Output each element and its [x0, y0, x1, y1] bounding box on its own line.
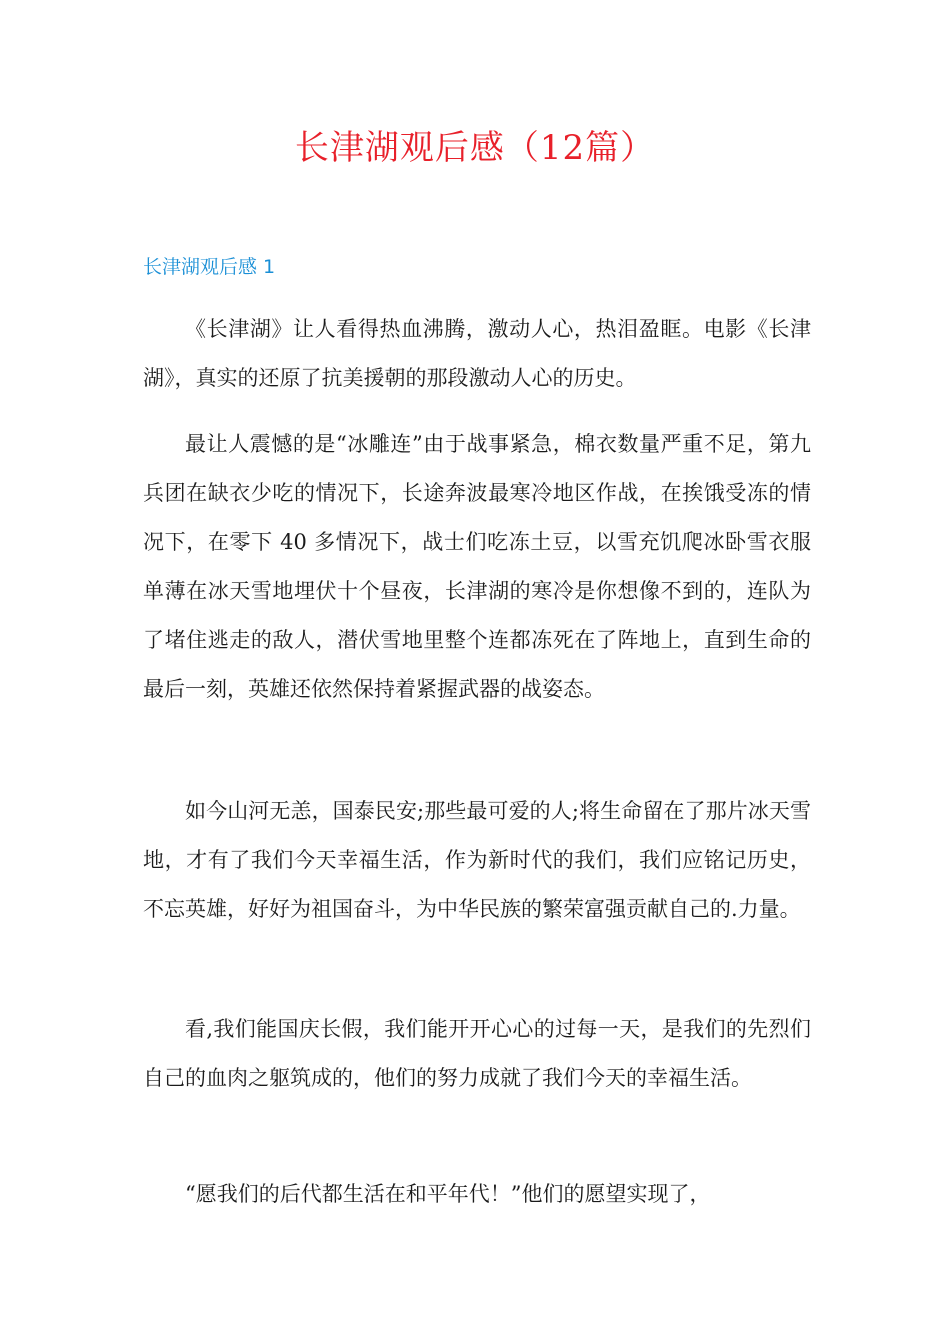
paragraph-2: 最让人震憾的是“冰雕连”由于战事紧急，棉衣数量严重不足，第九兵团在缺衣少吃的情况下，长途奔波最寒冷地区作战，在挨饿受冻的情况下，在零下 40 多情况下，战士们吃冻土豆，以雪充饥爬冰卧雪衣服单薄在冰天雪地埋伏十个昼夜，长津湖的寒冷是你想像不到的，连队为了堵住逃走的敌人，潜伏雪地里整个连都冻死在了阵地上，直到生命的最后一刻，英雄还依然保持着紧握武器的战姿态。	[143, 432, 811, 701]
document-title: 长津湖观后感（12篇）	[294, 128, 656, 168]
paragraph-5: “愿我们的后代都生活在和平年代！”他们的愿望实现了，	[185, 1182, 711, 1206]
paragraph-4: 看,我们能国庆长假，我们能开开心心的过每一天，是我们的先烈们自己的血肉之躯筑成的，他们的努力成就了我们今天的幸福生活。	[143, 1017, 811, 1090]
paragraph-1: 《长津湖》让人看得热血沸腾，激动人心，热泪盈眶。电影《长津湖》，真实的还原了抗美援朝的那段激动人心的历史。	[143, 317, 811, 390]
paragraph-3: 如今山河无恙，国泰民安;那些最可爱的人;将生命留在了那片冰天雪地，才有了我们今天幸福生活，作为新时代的我们，我们应铭记历史，不忘英雄，好好为祖国奋斗，为中华民族的繁荣富强贡献自己的.力量。	[143, 799, 811, 921]
section-heading: 长津湖观后感 1	[143, 256, 276, 278]
